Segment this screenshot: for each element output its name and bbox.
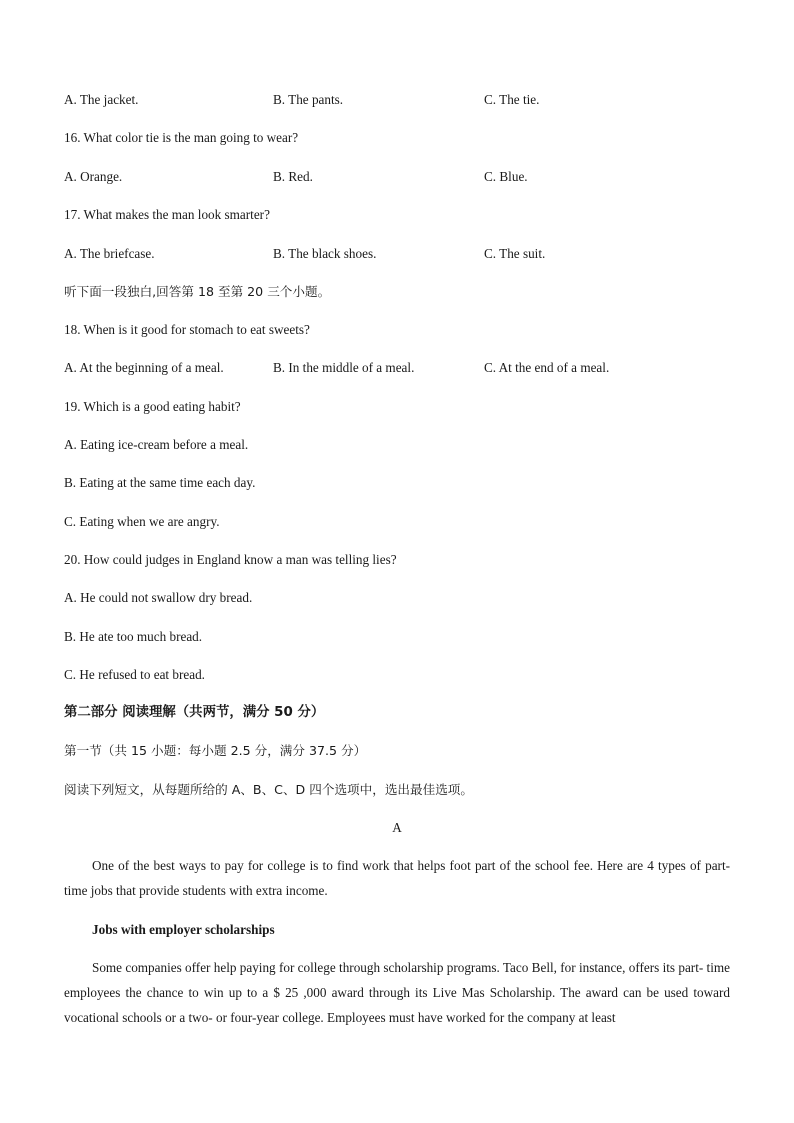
q20-stem: 20. How could judges in England know a man was telling lies?: [64, 552, 397, 567]
q16-stem: 16. What color tie is the man going to wear?: [64, 130, 299, 145]
q15-option-a: A. The jacket.: [64, 92, 139, 107]
q20-option-a: A. He could not swallow dry bread.: [64, 590, 253, 605]
q20-option-b: B. He ate too much bread.: [64, 629, 203, 644]
q16-option-a: A. Orange.: [64, 169, 123, 184]
passage-body: Some companies offer help paying for college through scholarship programs. Taco Bell, for instance, offers its part- time employees the chance to win up to a $ 25 ,000 award through its Live Mas Scholarship. The award can be used toward vocational schools or a two- or four-year college. Employees must have worked for the company at least: [64, 960, 730, 1025]
q19-option-b: B. Eating at the same time each day.: [64, 475, 256, 490]
q15-option-c: C. The tie.: [484, 92, 540, 107]
q19-stem: 19. Which is a good eating habit?: [64, 399, 241, 414]
q19-option-a: A. Eating ice-cream before a meal.: [64, 437, 249, 452]
part2-heading: 第二部分 阅读理解（共两节，满分 50 分）: [64, 705, 325, 720]
q16-option-b: B. Red.: [273, 169, 313, 184]
q17-stem: 17. What makes the man look smarter?: [64, 207, 270, 222]
q17-option-b: B. The black shoes.: [273, 246, 377, 261]
q20-option-c: C. He refused to eat bread.: [64, 667, 205, 682]
passage-subheading: Jobs with employer scholarships: [92, 922, 275, 937]
reading-instruction: 阅读下列短文，从每题所给的 A、B、C、D 四个选项中，选出最佳选项。: [64, 782, 473, 797]
passage-intro: One of the best ways to pay for college is to find work that helps foot part of the school fee. Here are 4 types of part-time jobs that provide students with extra income.: [64, 858, 730, 898]
q19-option-c: C. Eating when we are angry.: [64, 514, 220, 529]
q17-option-a: A. The briefcase.: [64, 246, 155, 261]
monologue-instruction: 听下面一段独白,回答第 18 至第 20 三个小题。: [64, 284, 331, 299]
q18-stem: 18. When is it good for stomach to eat sweets?: [64, 322, 310, 337]
q18-option-a: A. At the beginning of a meal.: [64, 360, 224, 375]
section1-heading: 第一节（共 15 小题：每小题 2.5 分，满分 37.5 分）: [64, 743, 367, 758]
q15-option-b: B. The pants.: [273, 92, 344, 107]
q18-option-b: B. In the middle of a meal.: [273, 360, 415, 375]
q16-option-c: C. Blue.: [484, 169, 528, 184]
q18-option-c: C. At the end of a meal.: [484, 360, 610, 375]
passage-label: A: [392, 820, 402, 835]
q17-option-c: C. The suit.: [484, 246, 546, 261]
